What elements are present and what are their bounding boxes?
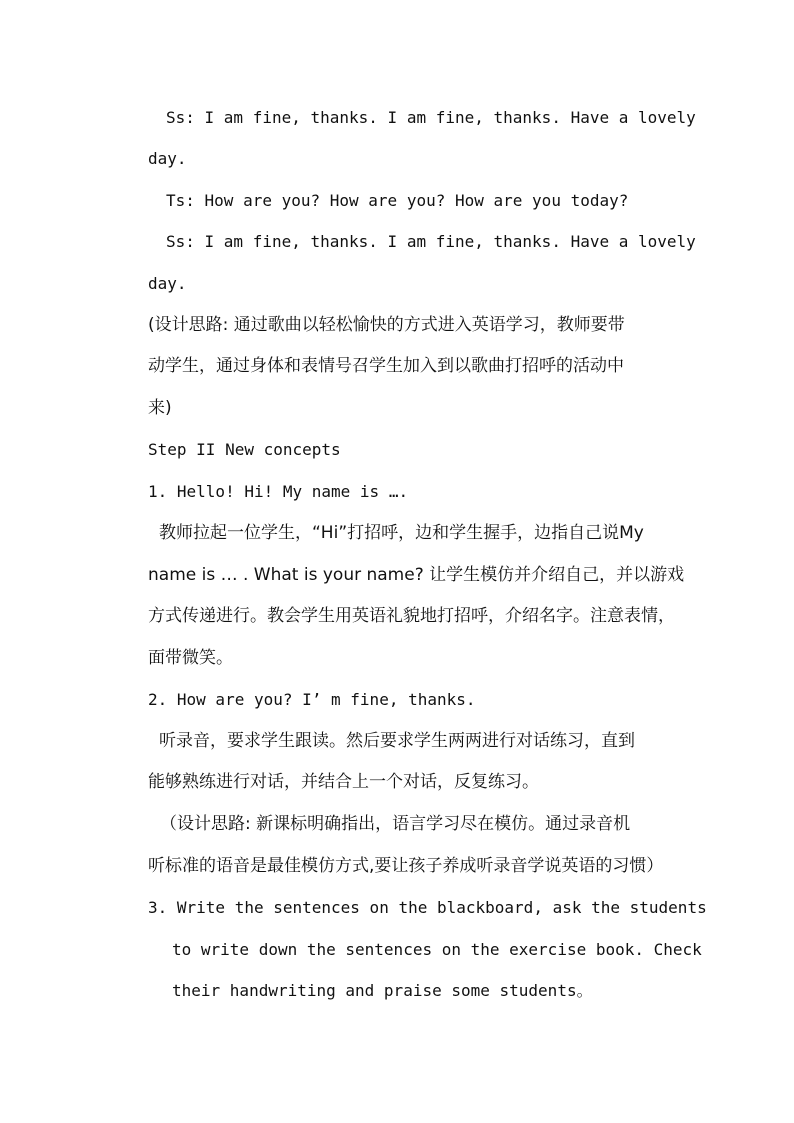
activity-1-description-line-2: name is … . What is your name? 让学生模仿并介绍自己，并以游戏	[148, 565, 685, 585]
dialogue-line-ss-2: Ss: I am fine, thanks. I am fine, thanks. Have a lovely	[166, 232, 696, 251]
activity-3-line-1: 3. Write the sentences on the blackboard, ask the students	[148, 898, 707, 917]
dialogue-line-ss-2-continuation: day.	[148, 274, 187, 293]
dialogue-line-ts: Ts: How are you? How are you? How are you today?	[166, 191, 629, 210]
activity-1-description-line-3: 方式传递进行。教会学生用英语礼貌地打招呼，介绍名字。注意表情，	[148, 606, 675, 626]
activity-1-description-line-1: 教师拉起一位学生，“Hi”打招呼，边和学生握手，边指自己说My	[159, 523, 644, 543]
activity-3-line-3: their handwriting and praise some students。	[172, 981, 593, 1000]
design-note-1-line-1: (设计思路: 通过歌曲以轻松愉快的方式进入英语学习，教师要带	[148, 315, 625, 335]
design-note-1-line-2: 动学生，通过身体和表情号召学生加入到以歌曲打招呼的活动中	[148, 356, 624, 376]
activity-1-description-line-4: 面带微笑。	[148, 648, 233, 668]
section-heading-step-ii: Step II New concepts	[148, 440, 341, 459]
dialogue-line-ss-1-continuation: day.	[148, 149, 187, 168]
design-note-2-line-1: （设计思路: 新课标明确指出，语言学习尽在模仿。通过录音机	[160, 814, 631, 834]
design-note-1-line-3: 来)	[148, 398, 172, 418]
activity-2-description-line-1: 听录音，要求学生跟读。然后要求学生两两进行对话练习，直到	[159, 731, 635, 751]
activity-2-description-line-2: 能够熟练进行对话，并结合上一个对话，反复练习。	[148, 772, 539, 792]
design-note-2-line-2: 听标准的语音是最佳模仿方式,要让孩子养成听录音学说英语的习惯）	[148, 856, 664, 876]
activity-3-line-2: to write down the sentences on the exercise book. Check	[172, 940, 702, 959]
dialogue-line-ss-1: Ss: I am fine, thanks. I am fine, thanks. Have a lovely	[166, 108, 696, 127]
activity-1-title: 1. Hello! Hi! My name is ….	[148, 482, 409, 501]
activity-2-title: 2. How are you? I’ m fine, thanks.	[148, 690, 476, 709]
